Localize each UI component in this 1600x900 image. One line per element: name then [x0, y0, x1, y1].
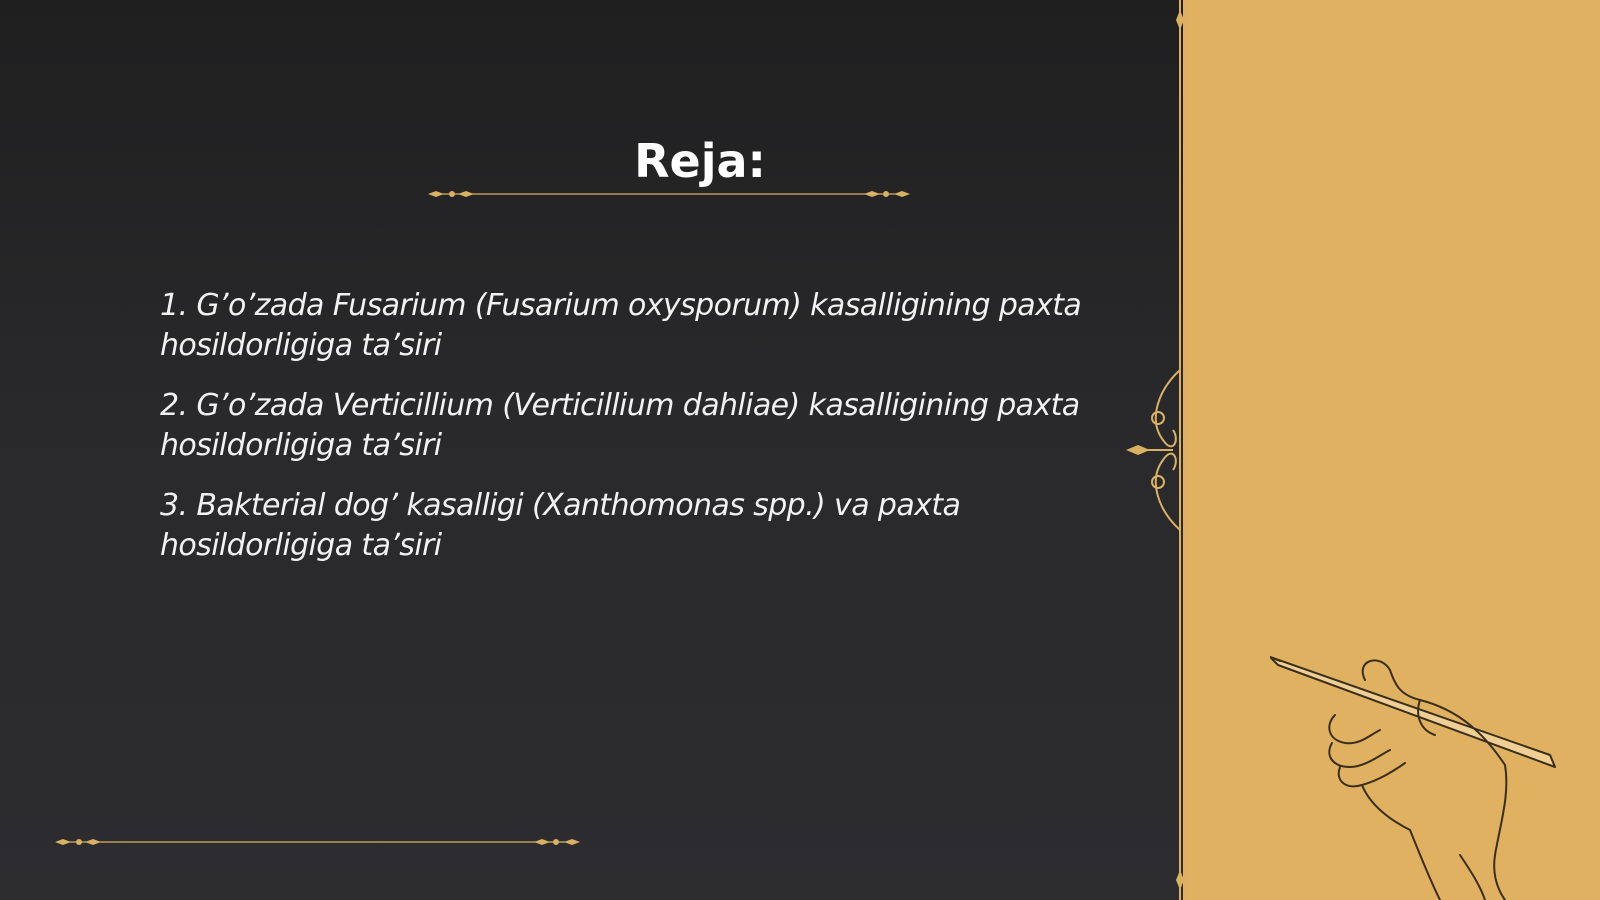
plan-list: [160, 286, 1110, 586]
list-item: 2. G’o’zada Verticillium (Verticillium dahliae) kasalligining paxta hosildorligiga ta’siri: [160, 388, 1080, 463]
list-item: 3. Bakterial dog’ kasalligi (Xanthomonas spp.) va paxta hosildorligiga ta’siri: [160, 488, 961, 563]
hand-with-pencil-icon: [1270, 655, 1590, 900]
list-item: 1. G’o’zada Fusarium (Fusarium oxysporum) kasalligining paxta hosildorligiga ta’siri: [160, 288, 1082, 363]
page-title: Reja:: [634, 134, 766, 188]
title-divider: [428, 188, 910, 200]
bottom-divider: [55, 836, 580, 848]
